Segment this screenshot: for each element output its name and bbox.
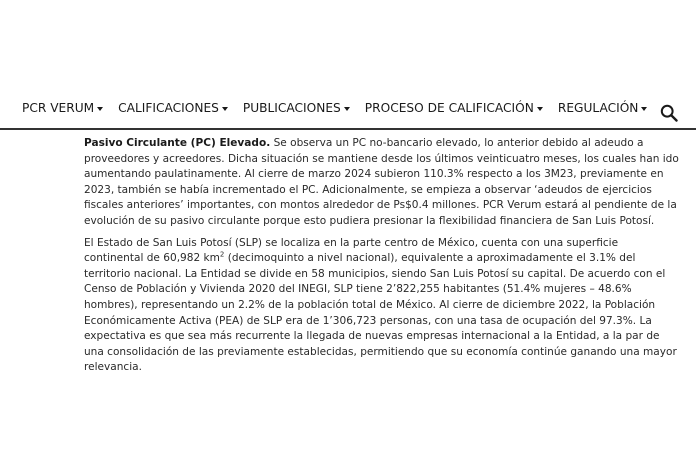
superscript: 2 xyxy=(219,250,225,259)
paragraph-text: (decimoquinto a nivel nacional), equivalente a aproximadamente el 3.1% del territorio nacional. La Entidad se divide en 58 municipios, siendo San Luis Potosí su capital. De acuerdo con el Censo de Población y Vivienda 2020 del INEGI, SLP tiene 2’822,255 habitantes (51.4% mujeres – 48.6% hombres), representando un 2.2% de la población total de México. Al cierre de diciembre 2022, la Población Económicamente Activa (PEA) de SLP era de 1’306,723 personas, con una tasa de ocupación del 97.3%. La expectativa es que sea más recurrente la llegada de nuevas empresas internacional a la Entidad, a la par de una consolidación de las previamente establecidas, permitiendo que su economía continúe ganando una mayor relevancia. xyxy=(84,252,677,374)
search-button[interactable] xyxy=(660,104,678,122)
nav-item-label: PROCESO DE CALIFICACIÓN xyxy=(364,101,534,115)
paragraph-text: El Estado de San Luis Potosí (SLP) se localiza en la parte centro de México, cuenta con una superficie continental de 60,982 km xyxy=(84,236,619,265)
nav-item-label: REGULACIÓN xyxy=(557,101,639,115)
nav-item-regulacion[interactable] xyxy=(558,101,648,115)
nav-item-label: CALIFICACIONES xyxy=(118,101,219,115)
caret-down-icon xyxy=(222,107,228,111)
paragraph-title: Pasivo Circulante (PC) Elevado. xyxy=(84,137,271,149)
nav-menu xyxy=(22,101,662,115)
paragraph-pasivo-circulante xyxy=(84,136,680,230)
search-icon xyxy=(660,104,678,122)
main-navbar xyxy=(0,92,696,130)
paragraph-text: Se observa un PC no-bancario elevado, lo anterior debido al adeudo a proveedores y acreedores. Dicha situación se mantiene desde los últimos veinticuatro meses, los cuales han ido aumentando paulatinamente. Al cierre de marzo 2024 subieron 110.3% respecto a los 3M23, previamente en 2023, también se había incrementado el PC. Adicionalmente, se empieza a observar ‘adeudos de ejercicios fiscales anteriores’ importantes, con montos alrededor de Ps$0.4 millones. PCR Verum estará al pendiente de la evolución de su pasivo circulante porque esto pudiera presionar la flexibilidad financiera de San Luis Potosí. xyxy=(84,137,679,227)
caret-down-icon xyxy=(641,107,647,111)
nav-item-pcr-verum[interactable] xyxy=(22,101,103,115)
nav-item-proceso-de-calificacion[interactable] xyxy=(365,101,543,115)
caret-down-icon xyxy=(537,107,543,111)
article-body xyxy=(84,136,680,382)
nav-item-label: PCR VERUM xyxy=(22,101,95,115)
caret-down-icon xyxy=(344,107,350,111)
nav-item-calificaciones[interactable] xyxy=(118,101,228,115)
nav-item-label: PUBLICACIONES xyxy=(242,101,341,115)
paragraph-estado-slp xyxy=(84,236,680,376)
nav-item-publicaciones[interactable] xyxy=(243,101,350,115)
caret-down-icon xyxy=(97,107,103,111)
